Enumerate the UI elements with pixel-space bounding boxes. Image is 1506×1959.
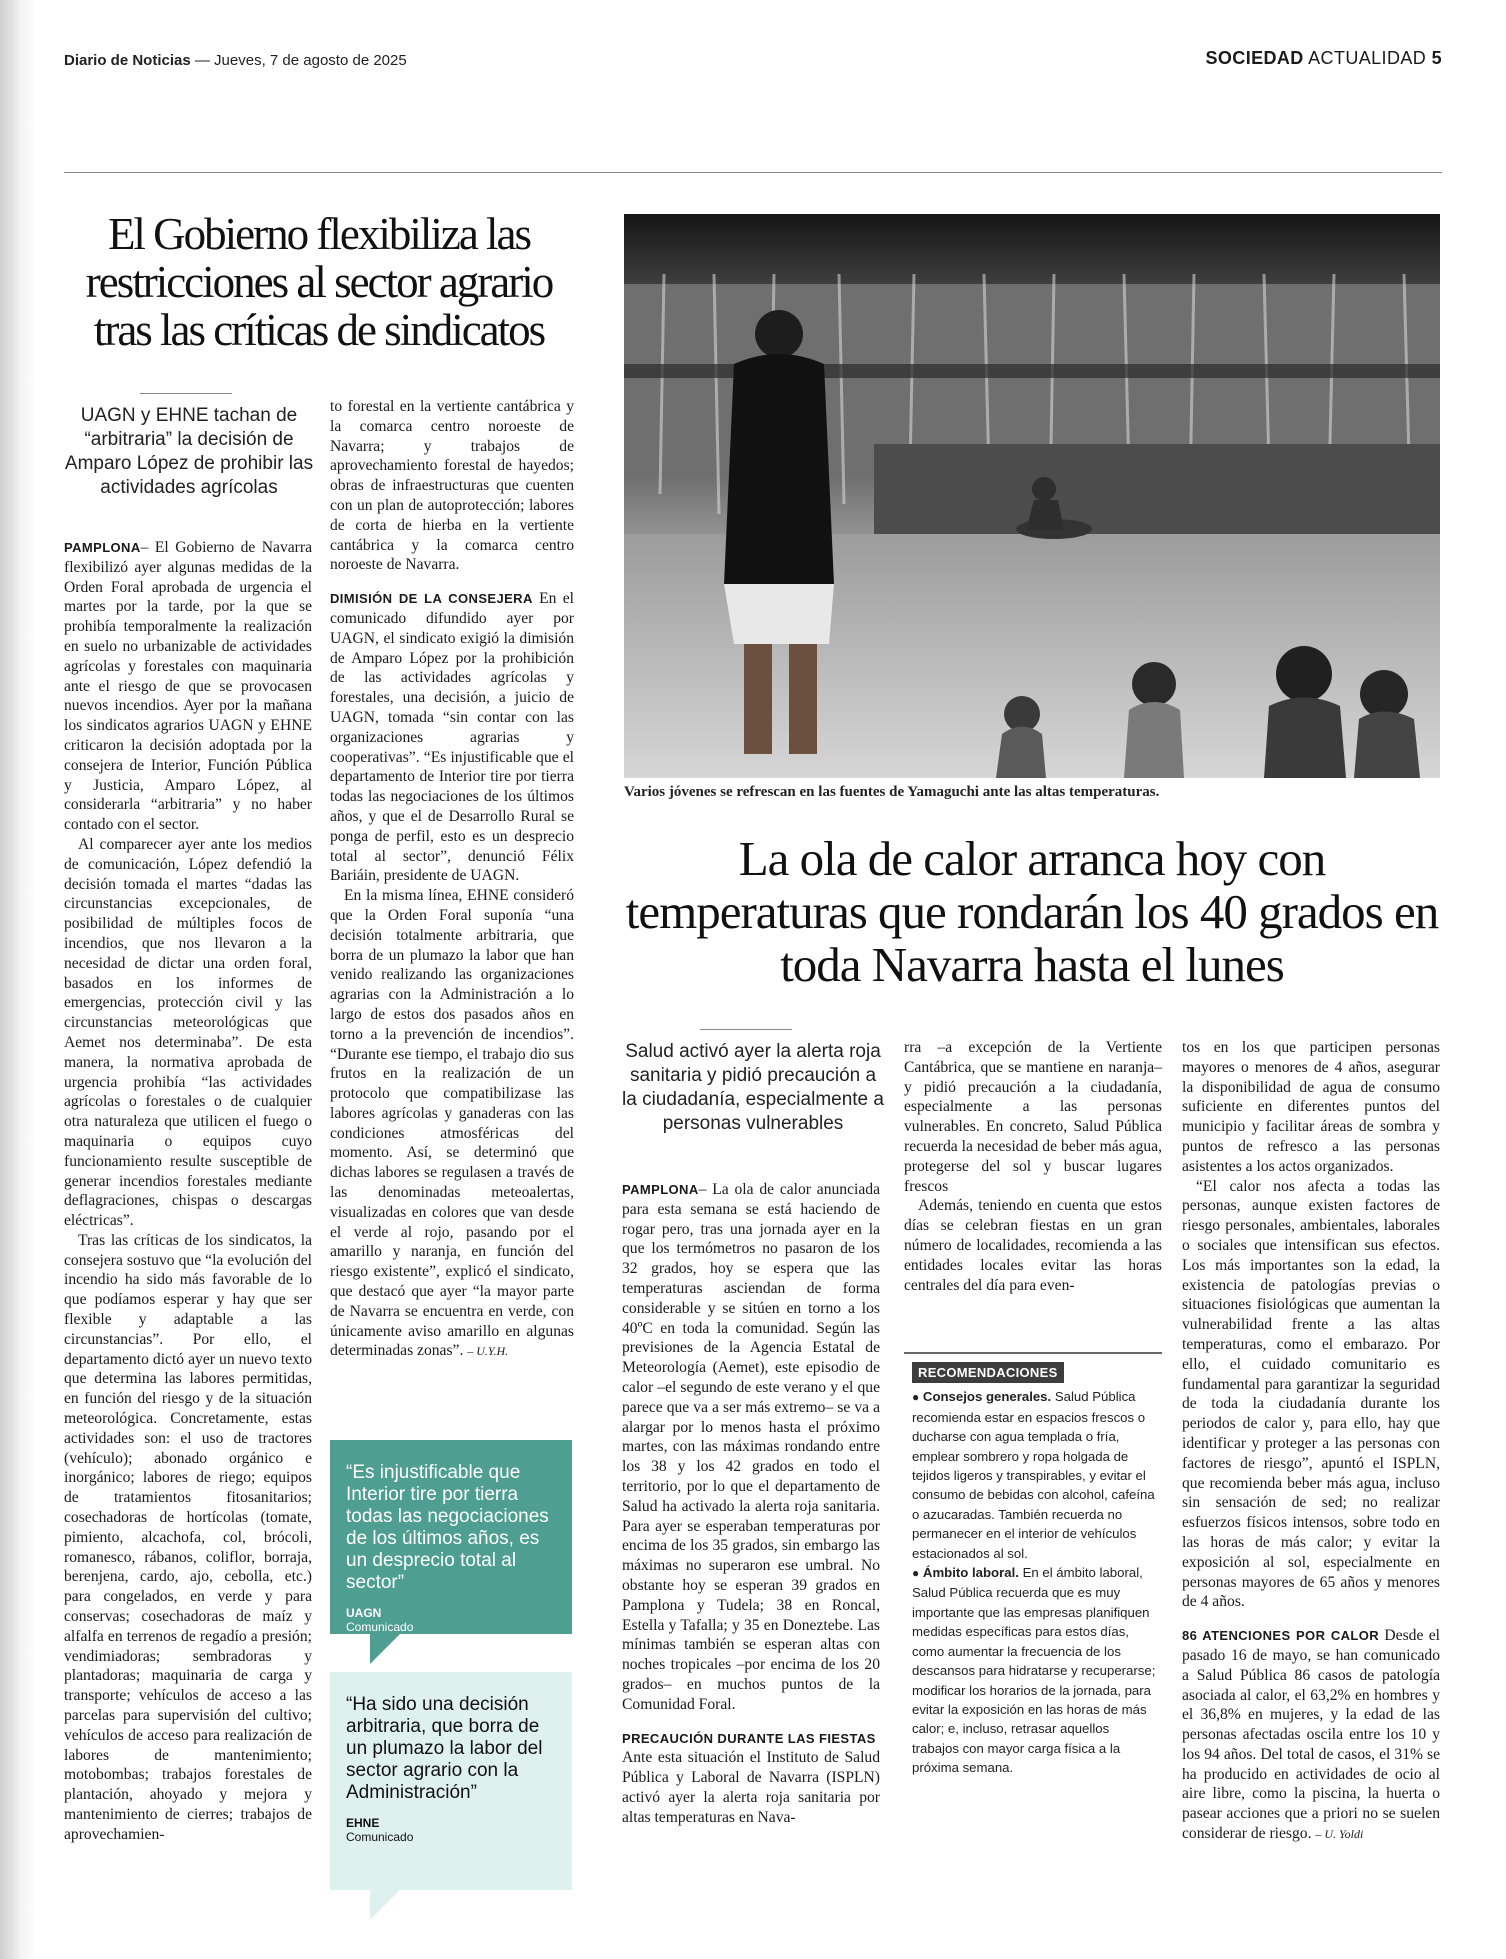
- recommendations-tag: RECOMENDACIONES: [912, 1362, 1064, 1383]
- article2-paragraph: rra –a excepción de la Vertiente Cantábrica, que se mantiene en naranja– y pidió precaución a la ciudadanía, especialmente a las personas vulnerables. En concreto, Salud Pública recuerda la necesidad de beber más agua, protegerse del sol y buscar lugares frescos: [904, 1039, 1162, 1195]
- quote-text: “Es injustificable que Interior tire por tierra todas las negociaciones de los últimos años, es un desprecio total al sector”: [346, 1462, 549, 1593]
- speech-bubble-tail: [370, 1890, 400, 1920]
- article2-paragraph: “El calor nos afecta a todas las personas, aunque existen factores de riesgo personales, ambientales, laborales o sociales que intensifican sus efectos. Los más importantes son la edad, la existencia de patologías previas o situaciones fisiológicas que aumentan la vulnerabilidad frente a las altas temperaturas, como el embarazo. Por ello, el cuidado comunitario es fundamental para garantizar la seguridad de toda la ciudadanía durante los periodos de calor y, para ello, hay que identificar y proteger a las personas con factores de riesgo”, apuntó el ISPLN, que recomienda beber más agua, incluso sin sensación de sed; no realizar esfuerzos físicos intensos, sobre todo en las horas de más calor; y evitar la exposición al sol, especialmente en personas mayores de 65 años y menores de 4 años.: [1182, 1177, 1440, 1611]
- quote-author: UAGN: [346, 1606, 382, 1620]
- article1-column-2: [330, 397, 574, 1362]
- article1-paragraph: to forestal en la vertiente cantábrica y la comarca centro noroeste de Navarra; y trabajos de aprovechamiento forestal de hayedos; obras de infraestructuras que cuenten con un plan de autoprotección; labores de corta de hierba en la vertiente cantábrica y la comarca centro noroeste de Navarra.: [330, 398, 574, 574]
- section-name: SOCIEDAD: [1205, 48, 1304, 68]
- section-kicker: DIMISIÓN DE LA CONSEJERA: [330, 591, 533, 607]
- subhead-divider: [700, 1029, 792, 1030]
- recommendation-item: ● Consejos generales. Salud Pública recomienda estar en espacios frescos o ducharse con agua templada o fría, emplear sombrero y ropa holgada de tejidos ligeros y transpirables, y evitar el consumo de bebidas con alcohol, cafeína o azucaradas. También recuerda no permanecer en el interior de vehículos estacionados al sol.: [912, 1389, 1155, 1561]
- author-signature: – U. Yoldi: [1315, 1827, 1364, 1842]
- quote-source: Comunicado: [346, 1620, 414, 1634]
- newspaper-name: Diario de Noticias: [64, 52, 191, 69]
- pull-quote-uagn: [330, 1440, 572, 1634]
- header-divider: [64, 172, 1442, 173]
- issue-date: — Jueves, 7 de agosto de 2025: [194, 52, 407, 69]
- speech-bubble-tail: [370, 1634, 400, 1664]
- article1-column-1: [64, 538, 312, 1845]
- article1-headline: El Gobierno flexibiliza las restricciones al sector agrario tras las críticas de sindicatos: [85, 209, 553, 355]
- quote-source: Comunicado: [346, 1830, 414, 1844]
- article2-paragraph: tos en los que participen personas mayores o menores de 4 años, asegurar la disponibilidad de agua de consumo suficiente en diferentes puntos del municipio y facilitar áreas de sombra y puntos de refresco a las personas asistentes a los actos organizados.: [1182, 1039, 1440, 1175]
- page-number: 5: [1431, 48, 1442, 68]
- page-header-left: [64, 52, 407, 69]
- recommendation-item: ● Ámbito laboral. En el ámbito laboral, Salud Pública recuerda que es muy importante que las empresas planifiquen medidas específicas para estos días, como aumentar la frecuencia de los descansos para hidratarse y recuperarse; modificar los horarios de la jornada, para evitar la exposición en las horas de más calor; e, incluso, retrasar aquellos trabajos con mayor carga física a la próxima semana.: [912, 1565, 1156, 1776]
- news-photo-fountain: [624, 214, 1440, 778]
- article1-paragraph: Tras las críticas de los sindicatos, la consejera sostuvo que “la evolución del incendio ha sido más favorable de lo que podíamos esperar y hay que ser flexible y adaptable a las circunstancias”. Por ello, el departamento dictó ayer un nuevo texto que determina las labores permitidas, en función del riesgo y de la situación meteorológica. Concretamente, estas actividades son: el uso de tractores (vehículo); abonado orgánico e inorgánico; labores de riego; equipos de tratamientos fitosanitarios; cosechadoras de hortícolas (tomate, pimiento, alcachofa, col, brócoli, romanesco, rábanos, coliflor, borraja, berenjena, cardo, ajo, cebolla, etc.) para congelados, en verde y para conservas; cosechadoras de maíz y alfalfa en terrenos de regadío a presión; vendimiadoras; sembradoras y plantadoras; maquinaria de carga y transporte; vehículos de acceso a las parcelas para supervisión del cultivo; vehículos de acceso para realización de labores de mantenimiento; motobombas; trabajos forestales de plantación, ahoyado y mejora y mantenimiento de cierres; trabajos de aprovechamien-: [64, 1231, 312, 1843]
- photo-caption: Varios jóvenes se refrescan en las fuentes de Yamaguchi ante las altas temperaturas.: [624, 784, 1160, 800]
- bullet-icon: ●: [912, 1566, 920, 1581]
- dateline: PAMPLONA: [64, 540, 141, 555]
- article2-paragraph: PAMPLONA– La ola de calor anunciada para esta semana se está haciendo de rogar pero, tras una jornada ayer en la que los termómetros no pasaron de los 32 grados, hoy se espera que las temperaturas asciendan de forma considerable y se sitúen en torno a los 40ºC en toda la comunidad. Según las previsiones de la Agencia Estatal de Meteorología (Aemet), este episodio de calor –el segundo de este verano y el que parece que va a ser más extremo– se va a alargar por lo menos hasta el próximo martes, con las máximas rondando entre los 38 y los 42 grados en todo el territorio, por lo que el departamento de Salud ha activado la alerta roja sanitaria. Para ayer se esperaban temperaturas por encima de los 35 grados, sin embargo las máximas no superaron ese umbral. No obstante hoy se esperan 39 grados en Pamplona y Tudela; 38 en Roncal, Estella y Tafalla; y 35 en Doneztebe. Las mínimas también se esperan altas con noches tropicales –por encima de los 20 grados– en muchos puntos de la Comunidad Foral.: [622, 1181, 880, 1713]
- article1-paragraph: En la misma línea, EHNE consideró que la Orden Foral suponía “una decisión totalmente arbitraria, que borra de un plumazo la labor que han venido realizando las organizaciones agrarias con la Administración a lo largo de estos dos pasados años en torno a la prevención de incendios”. “Durante ese tiempo, el trabajo dio sus frutos en la realización de un protocolo que compatibilizase las labores agrícolas y ganaderas con las condiciones atmosféricas del momento. Así, se determinó que dichas labores se regulasen a través de las denominadas meteoalertas, visualizadas en colores que van desde el verde al rojo, pasando por el amarillo y naranja, en función del riesgo existente”, explicó el sindicato, que destacó que ayer “la mayor parte de Navarra se encuentra en verde, con únicamente aviso amarillo en algunas determinadas zonas”. – U.Y.H.: [330, 887, 574, 1360]
- dateline: PAMPLONA: [622, 1182, 699, 1197]
- bullet-icon: ●: [912, 1390, 920, 1405]
- article1-paragraph: Al comparecer ayer ante los medios de comunicación, López defendió la decisión tomada el martes “dadas las circunstancias excepcionales, de posibilidad de múltiples focos de incendios, que nos llevaron a la necesidad de dictar una orden foral, basados en los informes de emergencias, protección civil y las circunstancias meteorológicas que Aemet nos determinaba”. De esta manera, la normativa aprobada de urgencia prohibía “las actividades agrícolas o forestales o de cualquier otra naturaleza que utilicen el fuego o maquinaria o equipos cuyo funcionamiento resulte susceptible de generar incendios forestales mediante deflagraciones, chispas o descargas eléctricas”.: [64, 835, 312, 1230]
- article2-column-1: [622, 1180, 880, 1828]
- article2-paragraph: 86 ATENCIONES POR CALOR Desde el pasado 16 de mayo, se han comunicado a Salud Pública 86 casos de patología asociada al calor, el 63,2% en hombres y el 36,8% en mujeres, y la edad de las personas afectadas oscila entre los 10 y los 94 años. Del total de casos, el 31% se ha producido en actividades de ocio al aire libre, como la piscina, la huerta o pasear acciones que a priori no se suelen considerar de riesgo. – U. Yoldi: [1182, 1627, 1440, 1843]
- photo-illustration: [624, 214, 1440, 778]
- quote-text: “Ha sido una decisión arbitraria, que borra de un plumazo la labor del sector agrario con la Administración”: [346, 1694, 543, 1803]
- article1-paragraph: PAMPLONA– El Gobierno de Navarra flexibilizó ayer algunas medidas de la Orden Foral aprobada de urgencia el martes por la tarde, por la que se prohibía temporalmente la realización en suelo no urbanizable de actividades agrícolas y forestales con maquinaria ante el riesgo de que se provocasen nuevos incendios. Ayer por la mañana los sindicatos agrarios UAGN y EHNE criticaron la decisión adoptada por la consejera de Interior, Función Pública y Justicia, Amparo López, al considerarla “arbitraria” y no haber contado con el sector.: [64, 539, 312, 834]
- article2-paragraph: Además, teniendo en cuenta que estos días se celebran fiestas en un gran número de localidades, recomienda a las entidades locales evitar las horas centrales del día para even-: [904, 1197, 1162, 1294]
- recommendations-box: [904, 1352, 1162, 1778]
- page-gutter-shadow: [0, 0, 36, 1959]
- pull-quote-ehne: [330, 1672, 572, 1890]
- article2-paragraph: [622, 1729, 880, 1749]
- article2-column-2: [904, 1038, 1162, 1295]
- subhead-divider: [140, 393, 232, 394]
- article2-column-3: [1182, 1038, 1440, 1845]
- section-kicker: PRECAUCIÓN DURANTE LAS FIESTAS: [622, 1730, 876, 1746]
- author-signature: – U.Y.H.: [467, 1344, 509, 1359]
- section-kicker: 86 ATENCIONES POR CALOR: [1182, 1628, 1380, 1644]
- page-header-right: [1206, 48, 1443, 69]
- article2-subhead: Salud activó ayer la alerta roja sanitaria y pidió precaución a la ciudadanía, especialmente a personas vulnerables: [622, 1041, 884, 1134]
- article2-headline: La ola de calor arranca hoy con temperaturas que rondarán los 40 grados en toda Navarra hasta el lunes: [625, 831, 1439, 992]
- quote-author: EHNE: [346, 1816, 380, 1830]
- article1-paragraph: DIMISIÓN DE LA CONSEJERA En el comunicado difundido ayer por UAGN, el sindicato exigió la dimisión de Amparo López por la prohibición de las actividades agrícolas y forestales, una decisión, a juicio de UAGN, tomada “sin contar con las organizaciones agrarias y cooperativas”. “Es injustificable que el departamento de Interior tire por tierra todas las negociaciones de los últimos años, y que el de Desarrollo Rural se ponga de perfil, esto es un desprecio total al sector”, denunció Félix Bariáin, presidente de UAGN.: [330, 590, 574, 885]
- subsection-name: ACTUALIDAD: [1308, 48, 1427, 68]
- article2-paragraph: Ante esta situación el Instituto de Salud Pública y Laboral de Navarra (ISPLN) activó ayer la alerta roja sanitaria por altas temperaturas en Nava-: [622, 1749, 880, 1826]
- article1-subhead: UAGN y EHNE tachan de “arbitraria” la decisión de Amparo López de prohibir las actividades agrícolas: [64, 405, 314, 498]
